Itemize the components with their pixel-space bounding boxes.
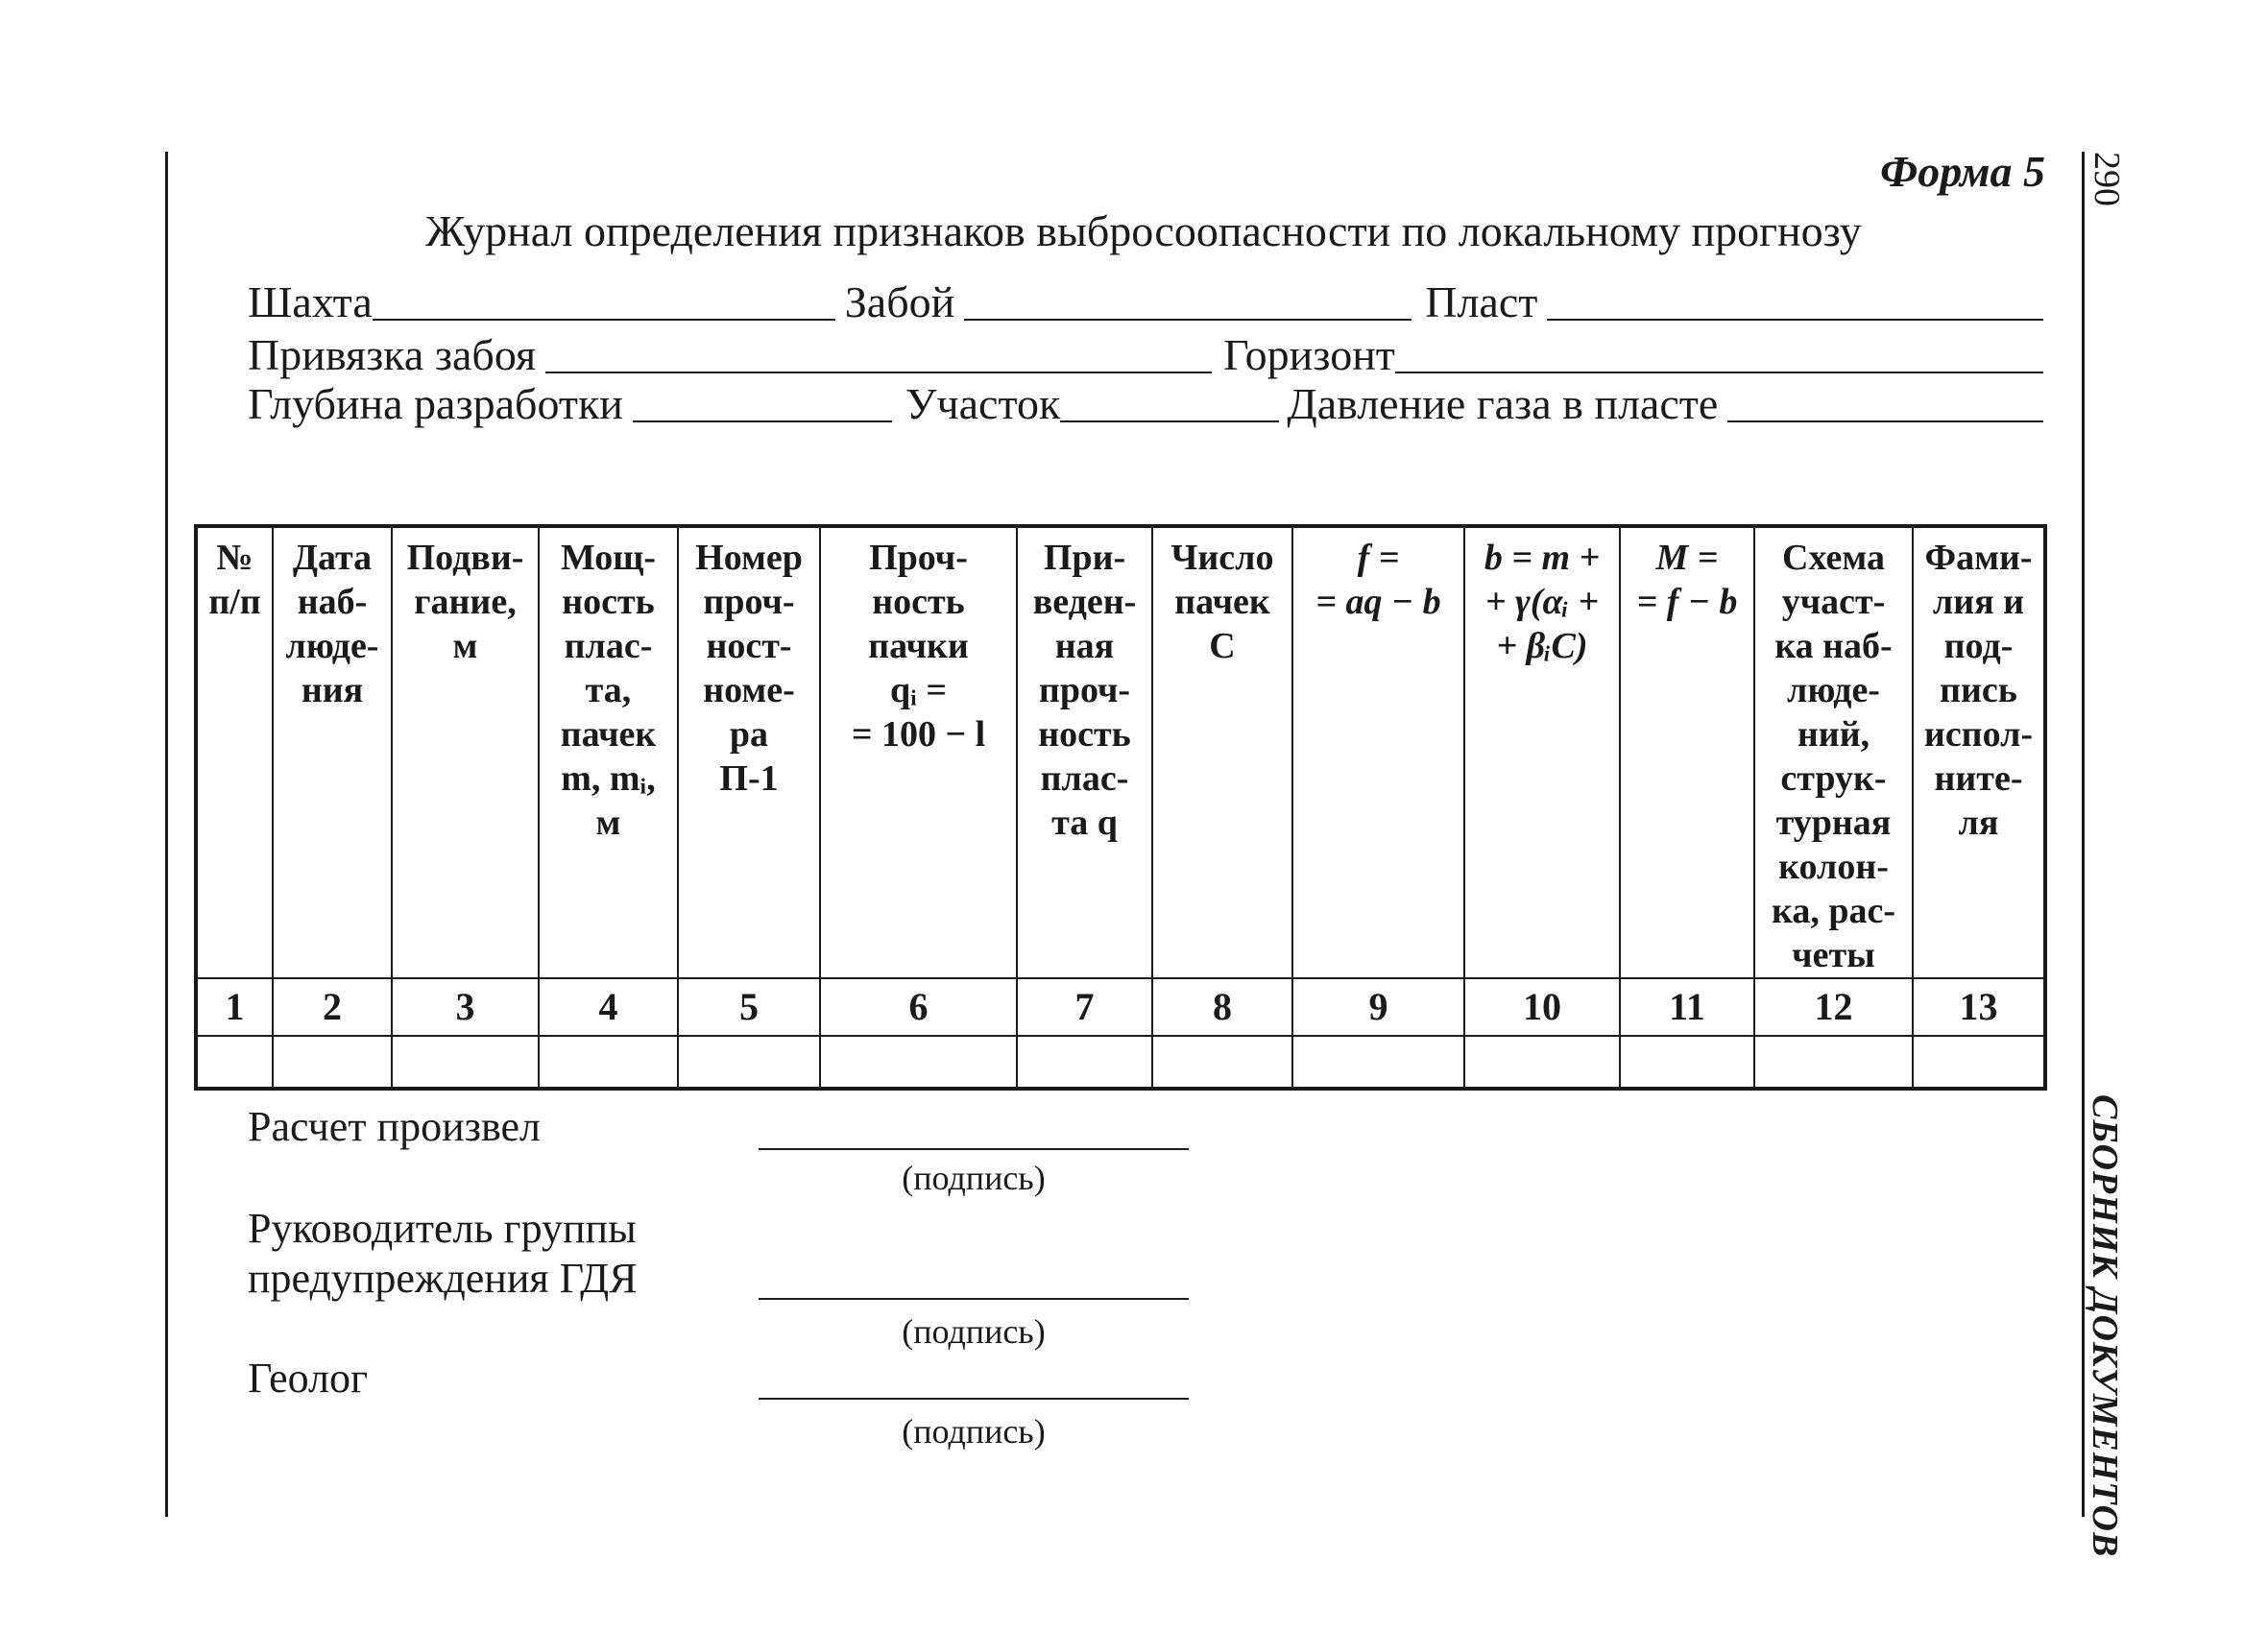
- signature-caption: (подпись): [902, 1159, 1046, 1197]
- header-row-face-binding: [248, 330, 2043, 379]
- seam-field[interactable]: [1547, 319, 2043, 321]
- header-row-depth: [248, 379, 2043, 428]
- column-number-row: [196, 978, 2045, 1036]
- table-cell[interactable]: [1620, 1036, 1754, 1089]
- column-number: 10: [1464, 978, 1620, 1036]
- column-number: 2: [273, 978, 392, 1036]
- header-row-mine: [248, 277, 2043, 326]
- seam-label: Пласт: [1425, 277, 1538, 326]
- table-cell[interactable]: [539, 1036, 678, 1089]
- face-binding-label: Привязка забоя: [248, 330, 537, 379]
- column-number: 11: [1620, 978, 1754, 1036]
- table-cell[interactable]: [820, 1036, 1017, 1089]
- table-cell[interactable]: [196, 1036, 273, 1089]
- table-cell[interactable]: [1913, 1036, 2045, 1089]
- header-cell-strength-meter: Номер проч- ност- номе- ра П-1: [678, 526, 820, 978]
- section-label: Участок: [905, 379, 1061, 428]
- table-cell[interactable]: [678, 1036, 820, 1089]
- column-number: 8: [1152, 978, 1292, 1036]
- table-cell[interactable]: [1292, 1036, 1464, 1089]
- header-cell-reduced-strength: При- веден- ная проч- ность плас- та q: [1017, 526, 1152, 978]
- signature-caption: (подпись): [902, 1412, 1046, 1451]
- signature-caption: (подпись): [902, 1312, 1046, 1351]
- horizon-field[interactable]: [1395, 372, 2043, 373]
- table-cell[interactable]: [1464, 1036, 1620, 1089]
- gas-pressure-label: Давление газа в пласте: [1287, 379, 1719, 428]
- header-cell-m: M = = f − b: [1620, 526, 1754, 978]
- geologist-label: Геолог: [248, 1355, 369, 1402]
- face-field[interactable]: [964, 319, 1411, 321]
- group-leader-label: Руководитель группы предупреждения ГДЯ: [248, 1205, 638, 1302]
- table-cell[interactable]: [1152, 1036, 1292, 1089]
- section-field[interactable]: [1060, 420, 1279, 422]
- mine-field[interactable]: [373, 319, 835, 321]
- gas-pressure-field[interactable]: [1727, 420, 2043, 422]
- header-cell-scheme: Схема участ- ка наб- люде- ний, струк- турная колон- ка, рас- четы: [1754, 526, 1913, 978]
- face-binding-field[interactable]: [545, 372, 1212, 373]
- journal-table: [194, 524, 2047, 1091]
- header-cell-layer-count: Число пачек C: [1152, 526, 1292, 978]
- table-header-row: [196, 526, 2045, 978]
- horizon-label: Горизонт: [1223, 330, 1395, 379]
- column-number: 12: [1754, 978, 1913, 1036]
- header-cell-advance: Подви- гание, м: [392, 526, 539, 978]
- table-cell[interactable]: [1017, 1036, 1152, 1089]
- header-cell-thickness: Мощ- ность плас- та, пачек m, mᵢ, м: [539, 526, 678, 978]
- document-title: Журнал определения признаков выбросоопасности по локальному прогнозу: [425, 206, 1862, 255]
- geologist-signature-line[interactable]: [759, 1398, 1189, 1400]
- column-number: 5: [678, 978, 820, 1036]
- header-cell-signature: Фами- лия и под- пись испол- ните- ля: [1913, 526, 2045, 978]
- form-label: Форма 5: [1880, 147, 2045, 196]
- header-cell-b: b = m + + γ(αᵢ + + βᵢC): [1464, 526, 1620, 978]
- page-number: 290: [2087, 152, 2127, 206]
- left-margin-rule: [165, 152, 168, 1517]
- header-cell-date: Дата наб- люде- ния: [273, 526, 392, 978]
- depth-label: Глубина разработки: [248, 379, 623, 428]
- table-cell[interactable]: [1754, 1036, 1913, 1089]
- mine-label: Шахта: [248, 277, 373, 326]
- group-leader-signature-line[interactable]: [759, 1298, 1189, 1300]
- calc-by-label: Расчет произвел: [248, 1103, 542, 1150]
- running-title: СБОРНИК ДОКУМЕНТОВ: [2085, 1094, 2125, 1558]
- calc-by-signature-line[interactable]: [759, 1148, 1189, 1150]
- column-number: 13: [1913, 978, 2045, 1036]
- column-number: 1: [196, 978, 273, 1036]
- table-cell[interactable]: [392, 1036, 539, 1089]
- header-cell-number: № п/п: [196, 526, 273, 978]
- header-cell-layer-strength: Проч- ность пачки qᵢ = = 100 − l: [820, 526, 1017, 978]
- depth-field[interactable]: [633, 420, 892, 422]
- column-number: 3: [392, 978, 539, 1036]
- table-row: [196, 1036, 2045, 1089]
- column-number: 7: [1017, 978, 1152, 1036]
- table-cell[interactable]: [273, 1036, 392, 1089]
- column-number: 9: [1292, 978, 1464, 1036]
- column-number: 4: [539, 978, 678, 1036]
- header-cell-f: f = = aq − b: [1292, 526, 1464, 978]
- face-label: Забой: [844, 277, 955, 326]
- column-number: 6: [820, 978, 1017, 1036]
